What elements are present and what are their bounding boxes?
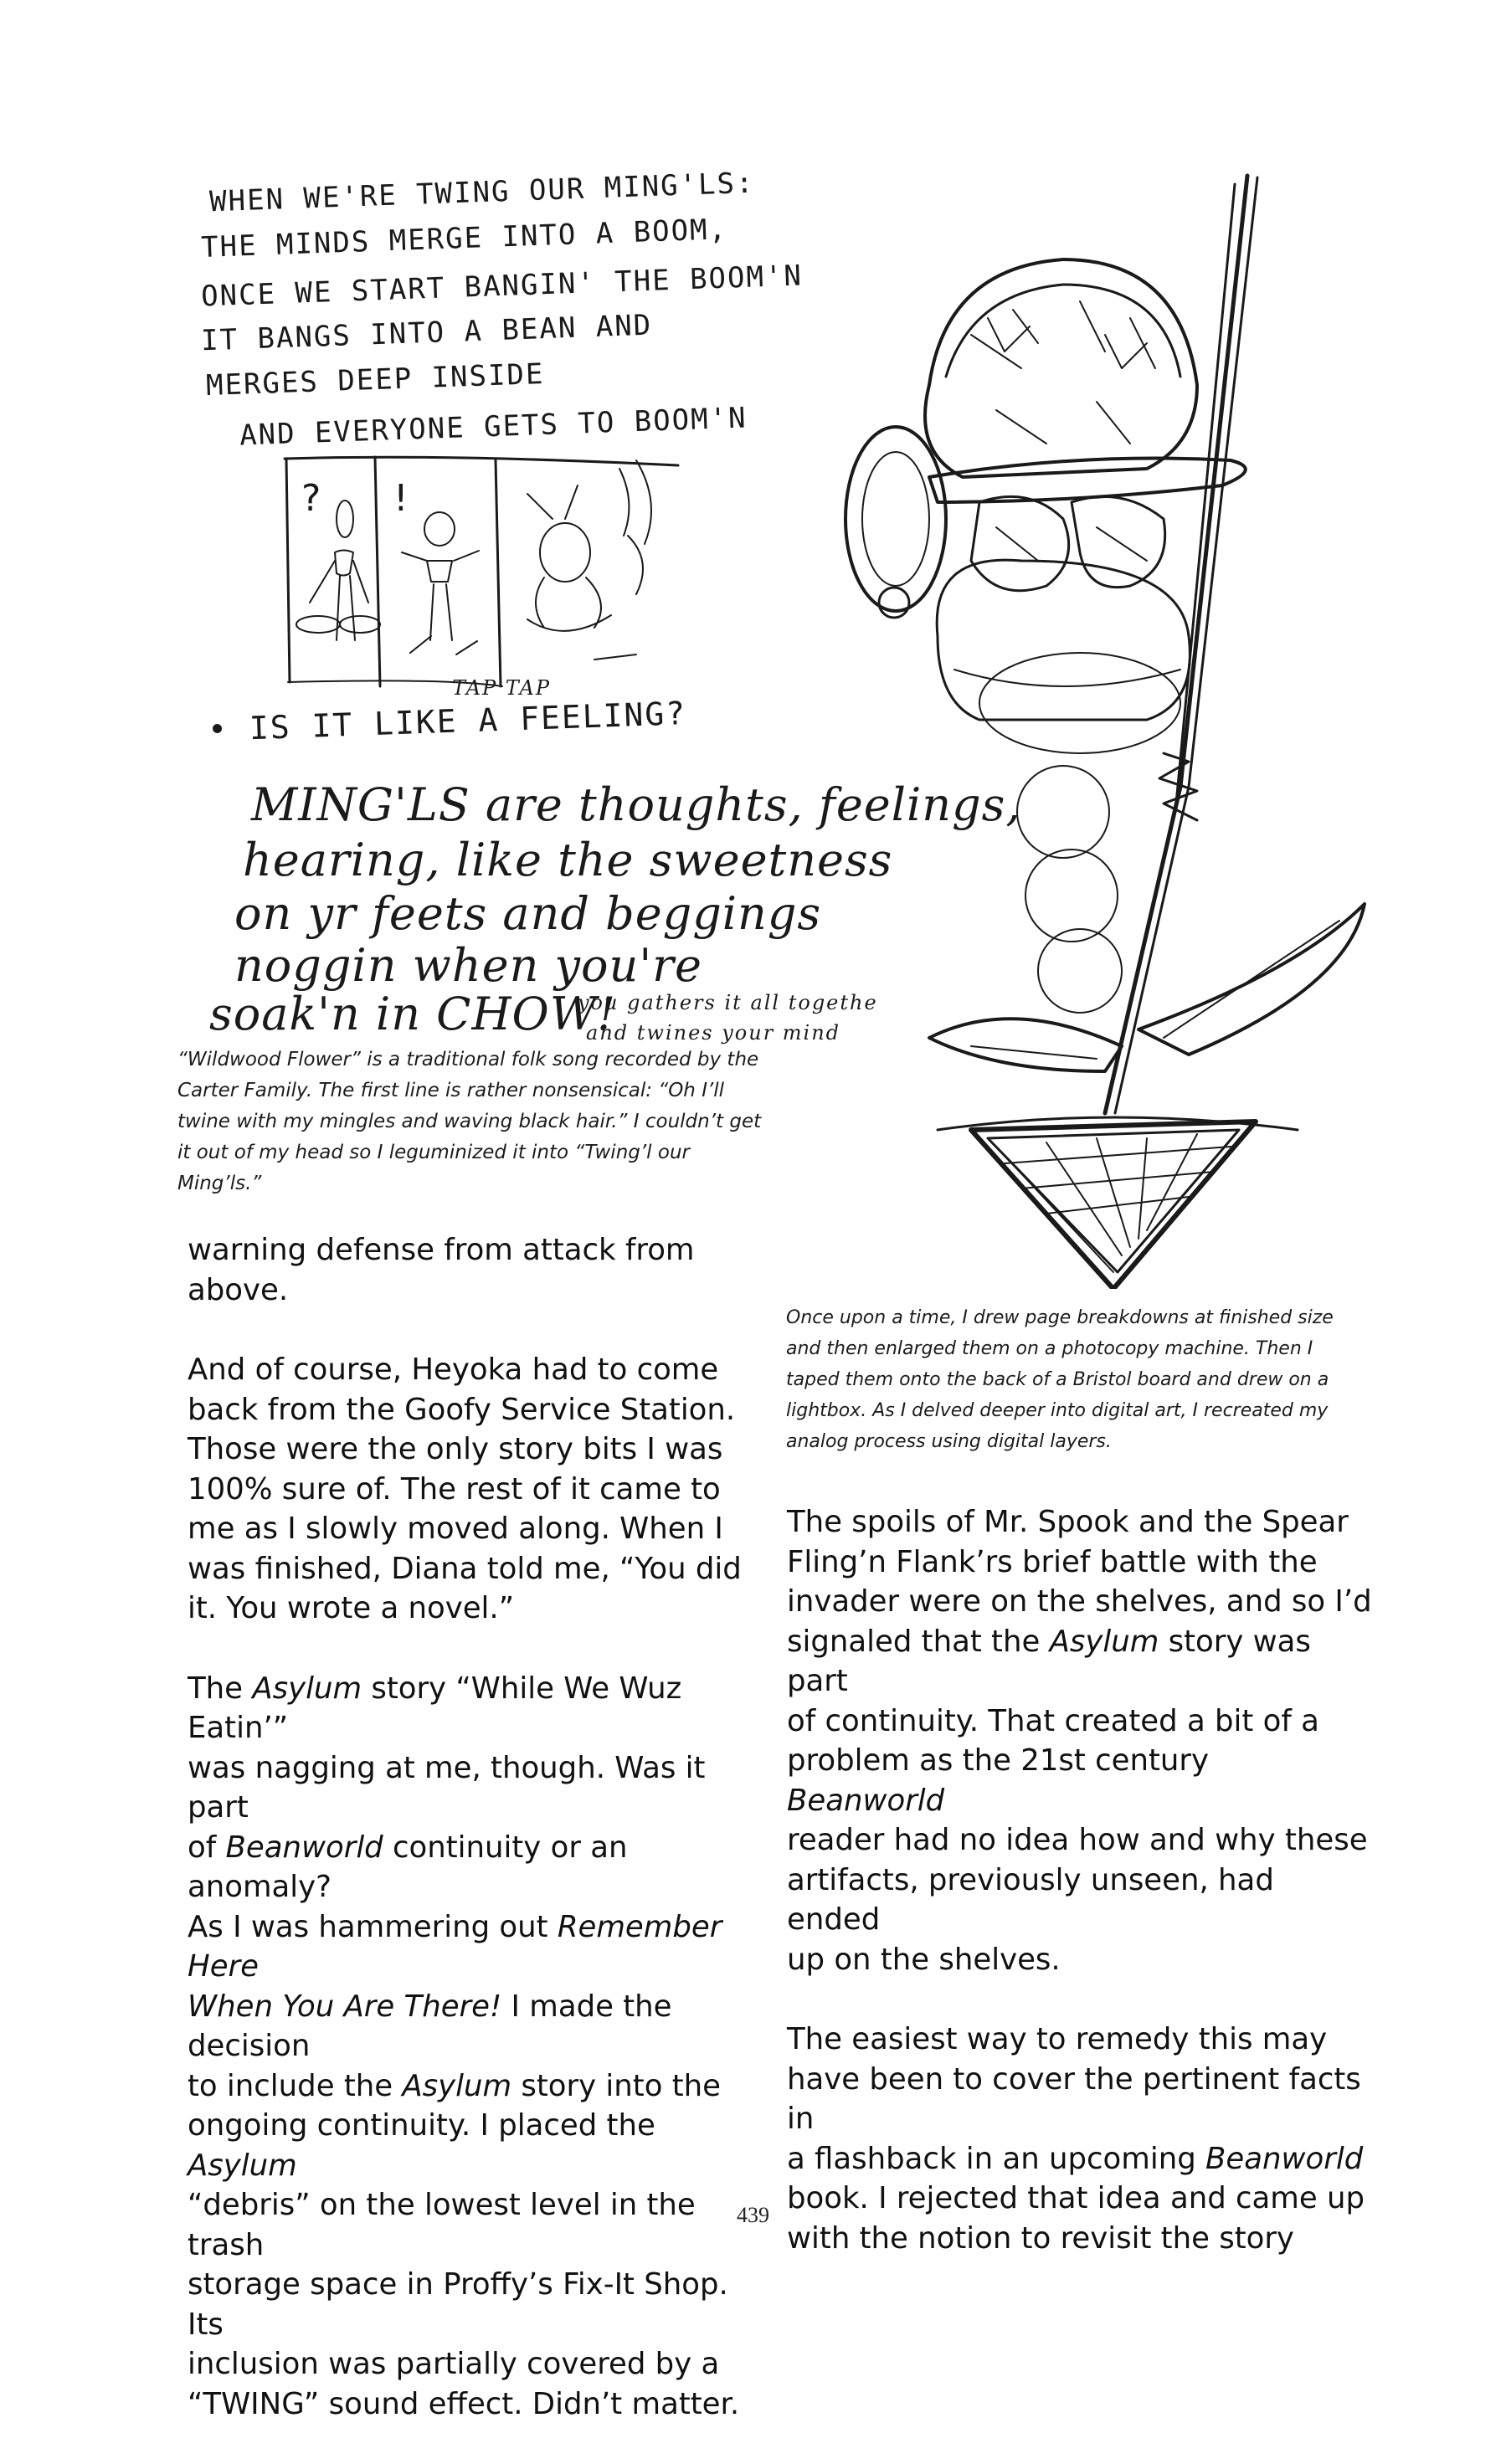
sketch-answer-line: noggin when you're (234, 939, 702, 992)
sketch-lyric-line: ONCE WE START BANGIN' THE BOOM'N (200, 259, 804, 314)
svg-text:?: ? (301, 477, 321, 520)
sketch-answer-aside: and twines your mind (586, 1021, 841, 1045)
caption-line: and then enlarged them on a photocopy machine. Then I (786, 1338, 1313, 1359)
body-paragraph: warning defense from attack from above. (188, 1233, 695, 1307)
sketch-answer-line: soak'n in CHOW! (209, 988, 617, 1040)
body-paragraph: The Asylum story “While We Wuz Eatin’” was nagging at me, though. Was it part of Beanworld continuity or an anomaly? As I was hammering out Remember Here When You Are There! I made the decision to include the Asylum story into the ongoing continuity. I placed the Asylum “debris” on the lowest level in the trash storage space in Proffy’s Fix-It Shop. Its inclusion was partially covered by a “TWING” sound effect. Didn’t matter. (188, 1671, 740, 2421)
sketch-question: • IS IT LIKE A FEELING? (207, 695, 687, 748)
caption-line: Carter Family. The first line is rather nonsensical: “Oh I’ll (177, 1080, 725, 1101)
sketch-answer-line: hearing, like the sweetness (243, 834, 893, 886)
caption-line: it out of my head so I leguminized it into “Twing’l our Ming’ls.” (177, 1142, 690, 1194)
svg-text:!: ! (393, 477, 409, 520)
sketch-panel-caption: TAP TAP (452, 676, 551, 700)
sketch-answer-line: on yr feets and beggings (234, 887, 822, 940)
sketch-answer-line: MING'LS are thoughts, feelings, (251, 778, 1021, 831)
body-paragraph: The spoils of Mr. Spook and the Spear Fling’n Flank’rs brief battle with the invader were on the shelves, and so I’d signaled that the Asylum story was part of continuity. That created a bit of a problem as the 21st century Beanworld reader had no idea how and why these artifacts, previously unseen, had ended up on the shelves. (787, 1505, 1372, 1977)
body-paragraph: The easiest way to remedy this may have been to cover the pertinent facts in a flashback in an upcoming Beanworld book. I rejected that idea and came up with the notion to revisit the story (787, 2022, 1365, 2256)
pencil-sketch-figure (829, 167, 1398, 1289)
sketch-panels (276, 435, 712, 695)
sketch-lyric-line: IT BANGS INTO A BEAN AND (200, 308, 653, 358)
sketch-lyric-line: WHEN WE'RE TWING OUR MING'LS: (208, 166, 756, 219)
caption-line: “Wildwood Flower” is a traditional folk song recorded by the (177, 1049, 759, 1070)
caption-line: analog process using digital layers. (786, 1431, 1112, 1452)
left-body-column (188, 1230, 765, 2464)
left-caption (177, 1045, 763, 1199)
sketch-lyric-line: MERGES DEEP INSIDE (205, 357, 546, 403)
sketch-answer-aside: you gathers it all togethe (578, 991, 878, 1014)
page-number: 439 (737, 2203, 769, 2227)
caption-line: Once upon a time, I drew page breakdowns at finished size (786, 1307, 1334, 1328)
right-caption (786, 1302, 1372, 1457)
body-paragraph: And of course, Heyoka had to come back from the Goofy Service Station. Those were the only story bits I was 100% sure of. The rest of it came to me as I slowly moved along. When I was finished, Diana told me, “You did it. You wrote a novel.” (188, 1353, 742, 1625)
sketch-lyric-line: AND EVERYONE GETS TO BOOM'N (239, 401, 748, 453)
caption-line: lightbox. As I delved deeper into digital art, I recreated my (786, 1400, 1329, 1421)
sketch-lyric-line: THE MINDS MERGE INTO A BOOM, (200, 213, 728, 264)
right-body-column (787, 1502, 1373, 2298)
caption-line: twine with my mingles and waving black hair.” I couldn’t get (177, 1111, 762, 1132)
caption-line: taped them onto the back of a Bristol board and drew on a (786, 1369, 1329, 1390)
